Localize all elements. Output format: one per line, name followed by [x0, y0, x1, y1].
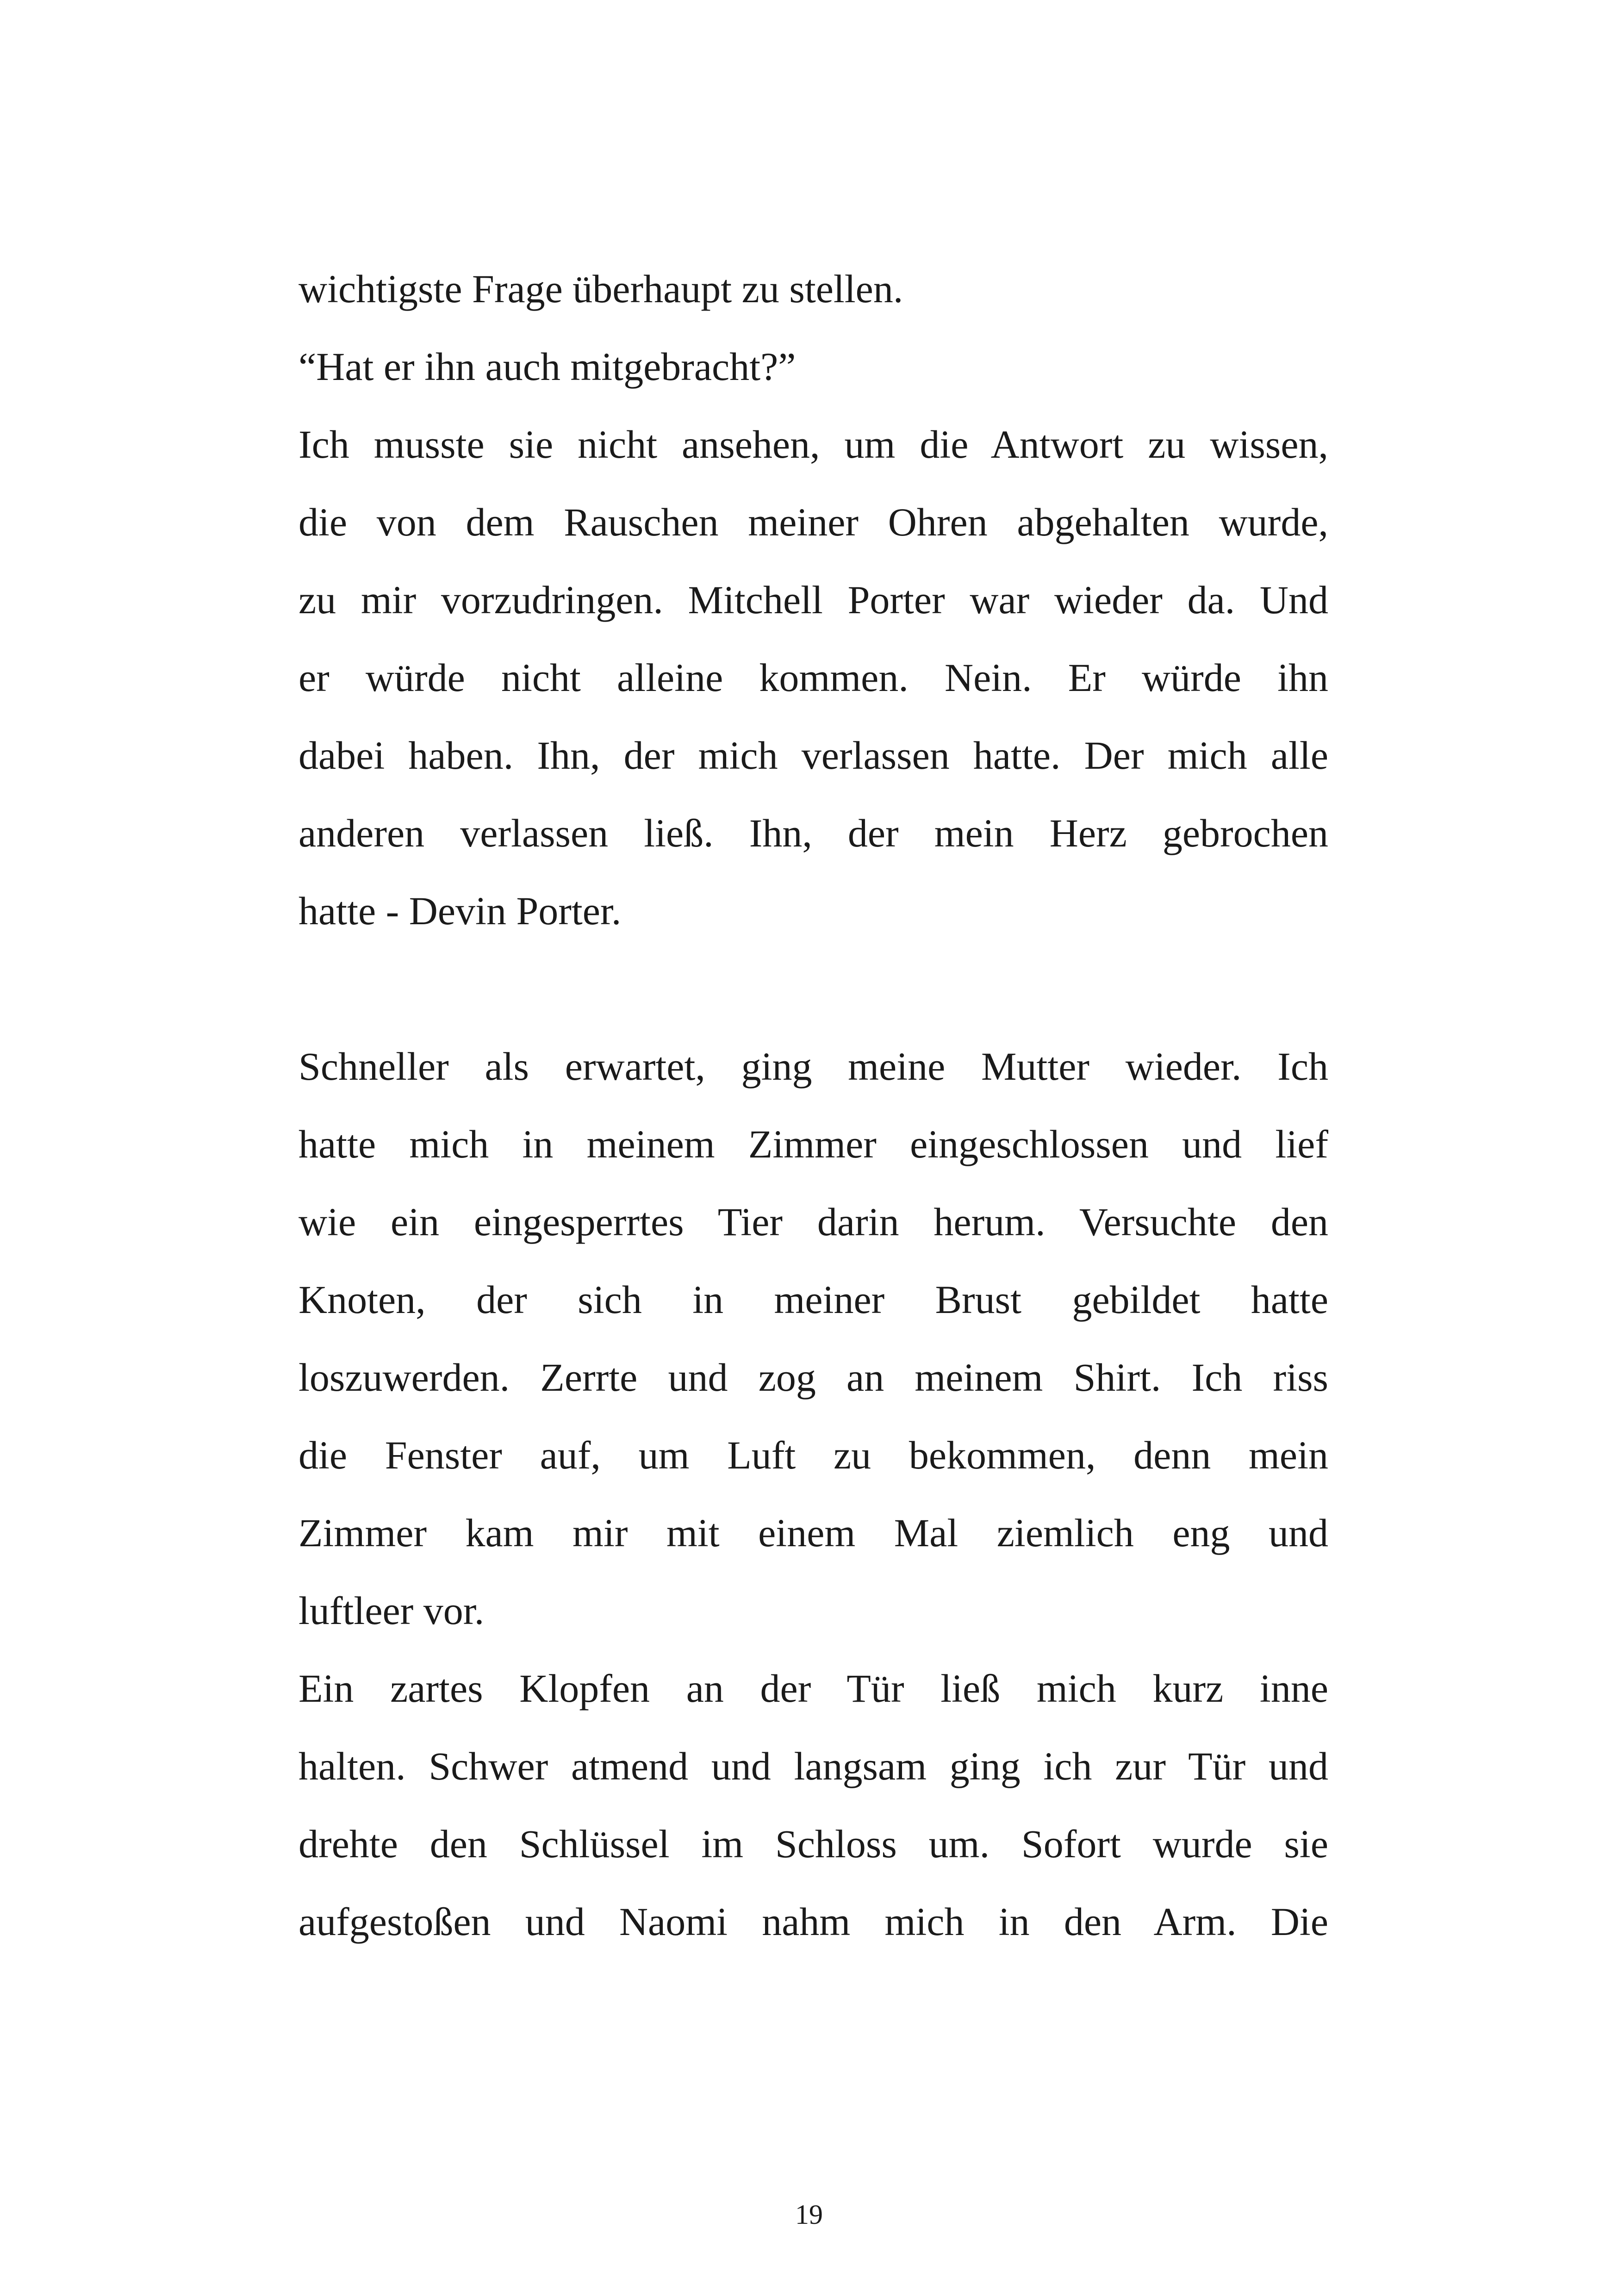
text-line: die Fenster auf, um Luft zu bekommen, denn mein: [299, 1433, 1328, 1477]
blank-line: [299, 950, 1328, 1027]
text-line: Ein zartes Klopfen an der Tür ließ mich kurz inne: [299, 1666, 1328, 1711]
text-line: halten. Schwer atmend und langsam ging ich zur Tür und: [299, 1744, 1328, 1788]
text-line: dabei haben. Ihn, der mich verlassen hatte. Der mich alle: [299, 733, 1328, 778]
text-line: aufgestoßen und Naomi nahm mich in den Arm. Die: [299, 1899, 1328, 1944]
text-line: er würde nicht alleine kommen. Nein. Er würde ihn: [299, 655, 1328, 700]
text-line: zu mir vorzudringen. Mitchell Porter war wieder da. Und: [299, 578, 1328, 622]
text-line: wichtigste Frage überhaupt zu stellen.: [299, 267, 903, 311]
text-line: Zimmer kam mir mit einem Mal ziemlich eng und: [299, 1511, 1328, 1555]
text-line: Knoten, der sich in meiner Brust gebildet hatte: [299, 1277, 1328, 1322]
text-line: “Hat er ihn auch mitgebracht?”: [299, 344, 796, 389]
page-number: 19: [795, 2199, 823, 2230]
body-text: [299, 250, 1328, 1960]
text-line: anderen verlassen ließ. Ihn, der mein Herz gebrochen: [299, 811, 1328, 855]
text-line: drehte den Schlüssel im Schloss um. Sofort wurde sie: [299, 1822, 1328, 1866]
text-line: wie ein eingesperrtes Tier darin herum. Versuchte den: [299, 1200, 1328, 1244]
text-line: Schneller als erwartet, ging meine Mutter wieder. Ich: [299, 1044, 1328, 1089]
text-line: Ich musste sie nicht ansehen, um die Antwort zu wissen,: [299, 422, 1328, 467]
text-line: loszuwerden. Zerrte und zog an meinem Shirt. Ich riss: [299, 1355, 1328, 1400]
text-line: die von dem Rauschen meiner Ohren abgehalten wurde,: [299, 500, 1328, 544]
text-line: hatte - Devin Porter.: [299, 889, 622, 933]
text-line: luftleer vor.: [299, 1588, 485, 1633]
text-line: hatte mich in meinem Zimmer eingeschlossen und lief: [299, 1122, 1328, 1166]
